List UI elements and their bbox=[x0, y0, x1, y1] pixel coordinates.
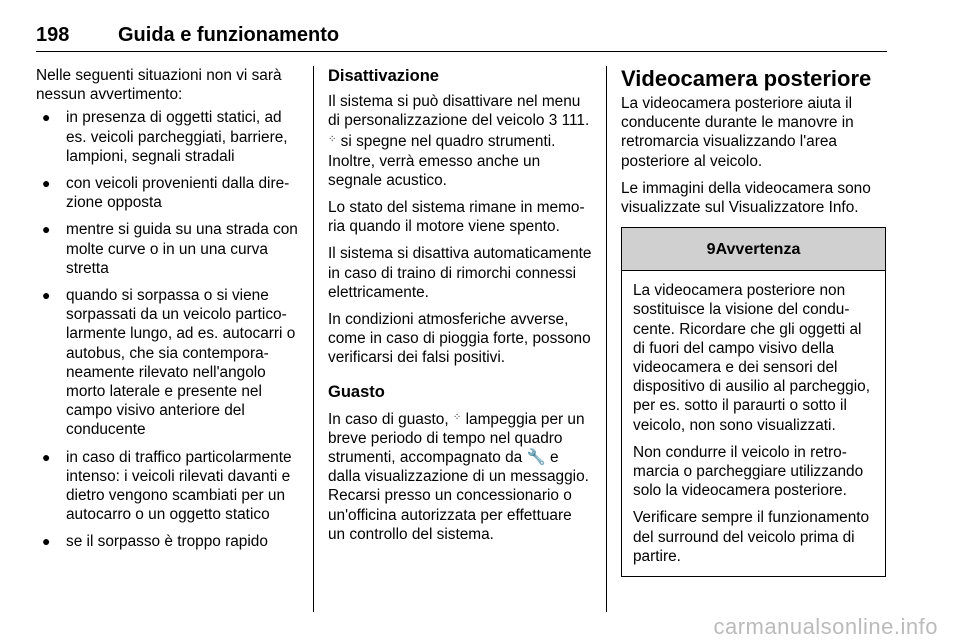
trailer-paragraph: Il sistema si disattiva automaticamente in caso di traino di rimorchi connessi elettricamente. bbox=[328, 245, 592, 301]
column-2 bbox=[328, 66, 592, 552]
blind-spot-sensor-icon: ⁘ bbox=[328, 134, 337, 146]
column-1 bbox=[36, 66, 298, 560]
list-item-text: con veicoli provenienti dalla direzione opposta bbox=[66, 175, 290, 212]
warning-title: Avvertenza bbox=[715, 240, 801, 258]
bullet-icon: ● bbox=[42, 533, 51, 550]
page-number: 198 bbox=[36, 24, 70, 46]
rear-camera-heading: Videocamera posteriore bbox=[621, 66, 872, 91]
weather-paragraph: In condizioni atmosferiche avverse, come in caso di pioggia forte, possono verificarsi dei falsi positivi. bbox=[328, 311, 591, 367]
warning-paragraph: La videocamera posteriore non sostituisce la visione del conducente. Ricordare che gli oggetti al di fuori del campo visivo della videocamera e dei sensori del dispositivo di ausilio al parcheggio, per es. sotto il paraurti o sotto il veicolo, non sono visualizzati. bbox=[633, 282, 870, 434]
deactivation-paragraph bbox=[328, 92, 592, 190]
list-item-text: quando si sorpassa o si viene sorpassati da un veicolo particolarmente lungo, ad es. autocarri o autobus, che sia contemporaneamente rilevato nell'angolo morto laterale e presente nel campo visivo anteriore del conducente bbox=[66, 287, 296, 439]
column-divider-2 bbox=[606, 66, 607, 612]
deactivation-heading: Disattivazione bbox=[328, 67, 439, 85]
rear-camera-display: Le immagini della videocamera sono visualizzate sul Visualizzatore Info. bbox=[621, 179, 871, 217]
fault-text-3: e dalla visualizzazione di un messaggio. Recarsi presso un concessionario o un'officina autorizzata per effettuare un controllo del sistema. bbox=[328, 449, 589, 543]
list-item bbox=[36, 174, 298, 212]
warning-header bbox=[622, 228, 885, 271]
column-divider-1 bbox=[313, 66, 314, 612]
reference-arrow-icon: 3 bbox=[548, 112, 558, 130]
list-item bbox=[36, 448, 298, 525]
header-rule bbox=[36, 51, 887, 52]
no-warning-list bbox=[36, 108, 298, 551]
rear-camera-intro: La videocamera posteriore aiuta il conducente durante le manovre in retromarcia visualizzando l'area posteriore al veicolo. bbox=[621, 95, 854, 170]
fault-paragraph bbox=[328, 408, 592, 544]
warning-triangle-icon: 9 bbox=[706, 240, 716, 258]
deactivation-text-2: si spegne nel quadro strumenti. Inoltre, verrà emesso anche un segnale acustico. bbox=[328, 133, 556, 189]
list-item bbox=[36, 220, 298, 278]
reference-page: 111. bbox=[561, 112, 590, 130]
bullet-icon: ● bbox=[42, 175, 51, 192]
wrench-icon: 🔧 bbox=[526, 449, 546, 467]
list-item bbox=[36, 108, 298, 166]
warning-box bbox=[621, 227, 886, 577]
column-3 bbox=[621, 66, 886, 577]
page-reference-link[interactable] bbox=[549, 112, 590, 129]
memory-paragraph: Lo stato del sistema rimane in memoria quando il motore viene spento. bbox=[328, 199, 585, 236]
fault-heading: Guasto bbox=[328, 382, 385, 401]
watermark: carmanualsonline.info bbox=[713, 614, 938, 639]
warning-paragraph: Verificare sempre il funzionamento del surround del veicolo prima di partire. bbox=[633, 509, 870, 565]
warning-paragraph: Non condurre il veicolo in retromarcia o parcheggiare utilizzando solo la videocamera posteriore. bbox=[633, 443, 864, 500]
bullet-icon: ● bbox=[42, 221, 51, 238]
list-item-text: in presenza di oggetti statici, ad es. veicoli parcheggiati, barriere, lampioni, segnali stradali bbox=[66, 109, 288, 165]
list-item-text: in caso di traffico particolarmente intenso: i veicoli rilevati davanti e dietro vengono scambiati per un autocarro o un oggetto statico bbox=[66, 448, 292, 524]
intro-text: Nelle seguenti situazioni non vi sarà nessun avvertimento: bbox=[36, 67, 282, 104]
bullet-icon: ● bbox=[42, 109, 51, 126]
bullet-icon: ● bbox=[42, 287, 51, 304]
fault-text: In caso di guasto, bbox=[328, 410, 449, 428]
warning-body bbox=[622, 271, 885, 576]
section-title: Guida e funzionamento bbox=[118, 24, 340, 46]
list-item-text: se il sorpasso è troppo rapido bbox=[66, 533, 268, 551]
blind-spot-sensor-icon: ⁘ bbox=[452, 411, 462, 423]
list-item-text: mentre si guida su una strada con molte curve o in un una curva stretta bbox=[66, 221, 298, 277]
list-item bbox=[36, 532, 298, 551]
list-item bbox=[36, 286, 298, 440]
bullet-icon: ● bbox=[42, 448, 51, 465]
deactivation-text: Il sistema si può disattivare nel menu di personalizzazione del veicolo bbox=[328, 93, 581, 130]
fault-text-2: lampeggia per un breve periodo di tempo nel quadro strumenti, accompagnato da bbox=[328, 410, 585, 467]
page-header bbox=[36, 24, 886, 48]
